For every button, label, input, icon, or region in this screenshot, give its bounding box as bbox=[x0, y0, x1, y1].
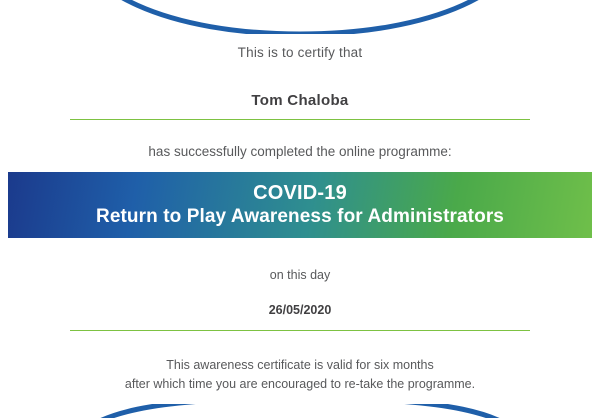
certify-line: This is to certify that bbox=[237, 45, 363, 60]
validity-line-1: This awareness certificate is valid for six months bbox=[166, 358, 434, 372]
programme-title: COVID-19 bbox=[253, 181, 347, 204]
programme-subtitle: Return to Play Awareness for Administrators bbox=[96, 205, 504, 227]
validity-line-2: after which time you are encouraged to re-take the programme. bbox=[124, 377, 476, 392]
on-this-day-label: on this day bbox=[269, 268, 331, 282]
divider-under-name bbox=[70, 119, 530, 120]
recipient-name: Tom Chaloba bbox=[251, 92, 349, 109]
programme-banner bbox=[8, 172, 592, 238]
issue-date: 26/05/2020 bbox=[268, 303, 332, 317]
divider-under-date bbox=[70, 330, 530, 331]
validity-note bbox=[0, 356, 600, 395]
completed-line: has successfully completed the online programme: bbox=[148, 144, 452, 159]
